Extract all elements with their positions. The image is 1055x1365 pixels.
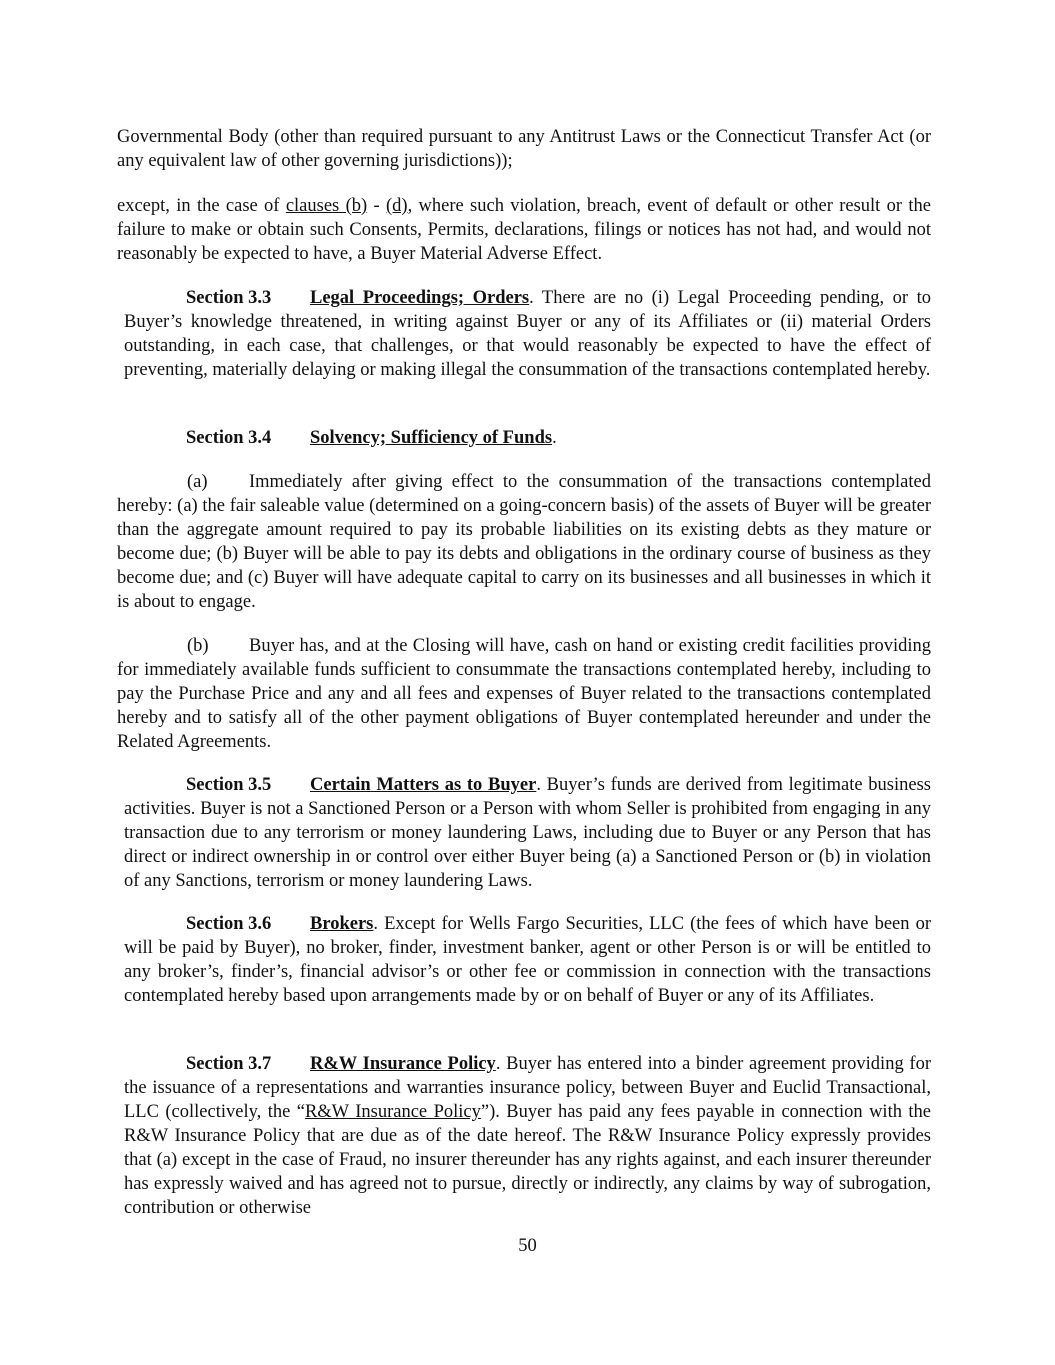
section-3-4 <box>124 426 931 450</box>
section-title: Certain Matters as to Buyer <box>310 775 537 795</box>
section-title: Brokers <box>310 914 374 934</box>
section-body: . Except for Wells Fargo Securities, LLC (the fees of which have been or will be paid by Buyer), no broker, finder, investment banker, agent or other Person is or will be entitled to any broker’s, finder’s, financial advisor’s or other fee or commission in connection with the transactions contemplated hereby based upon arrangements made by or on behalf of Buyer or any of its Affiliates. <box>124 914 931 1006</box>
section-title: R&W Insurance Policy <box>310 1054 496 1074</box>
continuation-text: Governmental Body (other than required pursuant to any Antitrust Laws or the Connecticut Transfer Act (or any equivalent law of other governing jurisdictions)); <box>117 127 931 171</box>
section-number: Section 3.3 <box>186 288 272 308</box>
section-body-end: ”). Buyer has paid any fees payable in connection with the R&W Insurance Policy that are due as of the date hereof. The R&W Insurance Policy expressly provides that (a) except in the case of Fraud, no insurer thereunder has any rights against, and each insurer thereunder has expressly waived and has agreed not to pursue, directly or indirectly, any claims by way of subrogation, contribution or otherwise <box>124 1102 931 1218</box>
section-3-3 <box>124 286 931 382</box>
section-title: Solvency; Sufficiency of Funds <box>310 428 553 448</box>
paragraph-3-4-a <box>117 470 931 614</box>
paragraph-text: Buyer has, and at the Closing will have, cash on hand or existing credit facilities providing for immediately available funds sufficient to consummate the transactions contemplated hereby, including to pay the Purchase Price and any and all fees and expenses of Buyer related to the transactions contemplated hereby and to satisfy all of the other payment obligations of Buyer contemplated hereunder and under the Related Agreements. <box>117 636 931 752</box>
section-3-6 <box>124 912 931 1008</box>
page-number: 50 <box>518 1236 537 1256</box>
section-body: . There are no (i) Legal Proceeding pending, or to Buyer’s knowledge threatened, in writing against Buyer or any of its Affiliates or (ii) material Orders outstanding, in each case, that challenges, or that would reasonably be expected to have the effect of preventing, materially delaying or making illegal the consummation of the transactions contemplated hereby. <box>124 288 931 380</box>
clause-d-reference: (d) <box>385 196 408 216</box>
section-number: Section 3.6 <box>186 914 272 934</box>
except-dash: - <box>367 196 386 216</box>
paragraph-label: (a) <box>187 472 208 492</box>
section-number: Section 3.4 <box>186 428 272 448</box>
clause-b-reference: clauses (b) <box>285 196 368 216</box>
section-title: Legal Proceedings; Orders <box>310 288 530 308</box>
section-3-7 <box>124 1052 931 1220</box>
paragraph-3-4-b <box>117 634 931 754</box>
section-body-start: . Buyer has entered into a binder agreement providing for the issuance of a representations and warranties insurance policy, between Buyer and Euclid Transactional, LLC (collectively, the “ <box>124 1054 931 1122</box>
paragraph-text: Immediately after giving effect to the consummation of the transactions contemplated hereby: (a) the fair saleable value (determined on a going-concern basis) of the assets of Buyer will be greater than the aggregate amount required to pay its probable liabilities on its existing debts as they mature or become due; (b) Buyer will be able to pay its debts and obligations in the ordinary course of business as they become due; and (c) Buyer will have adequate capital to carry on its businesses and all businesses in which it is about to engage. <box>117 472 931 612</box>
section-body: . Buyer’s funds are derived from legitimate business activities. Buyer is not a Sanctioned Person or a Person with whom Seller is prohibited from engaging in any transaction due to any terrorism or money laundering Laws, including due to Buyer or any Person that has direct or indirect ownership in or control over either Buyer being (a) a Sanctioned Person or (b) in violation of any Sanctions, terrorism or money laundering Laws. <box>124 775 931 891</box>
continuation-paragraph <box>117 125 931 173</box>
except-prefix: except, in the case of <box>117 196 286 216</box>
section-body: . <box>552 428 557 448</box>
except-clause-paragraph <box>117 194 931 266</box>
section-number: Section 3.5 <box>186 775 272 795</box>
section-3-5 <box>124 773 931 893</box>
except-suffix: , where such violation, breach, event of default or other result or the failure to make or obtain such Consents, Permits, declarations, filings or notices has not had, and would not reasonably be expected to have, a Buyer Material Adverse Effect. <box>117 196 931 264</box>
paragraph-label: (b) <box>187 636 209 656</box>
section-number: Section 3.7 <box>186 1054 272 1074</box>
defined-term: R&W Insurance Policy <box>304 1102 481 1122</box>
